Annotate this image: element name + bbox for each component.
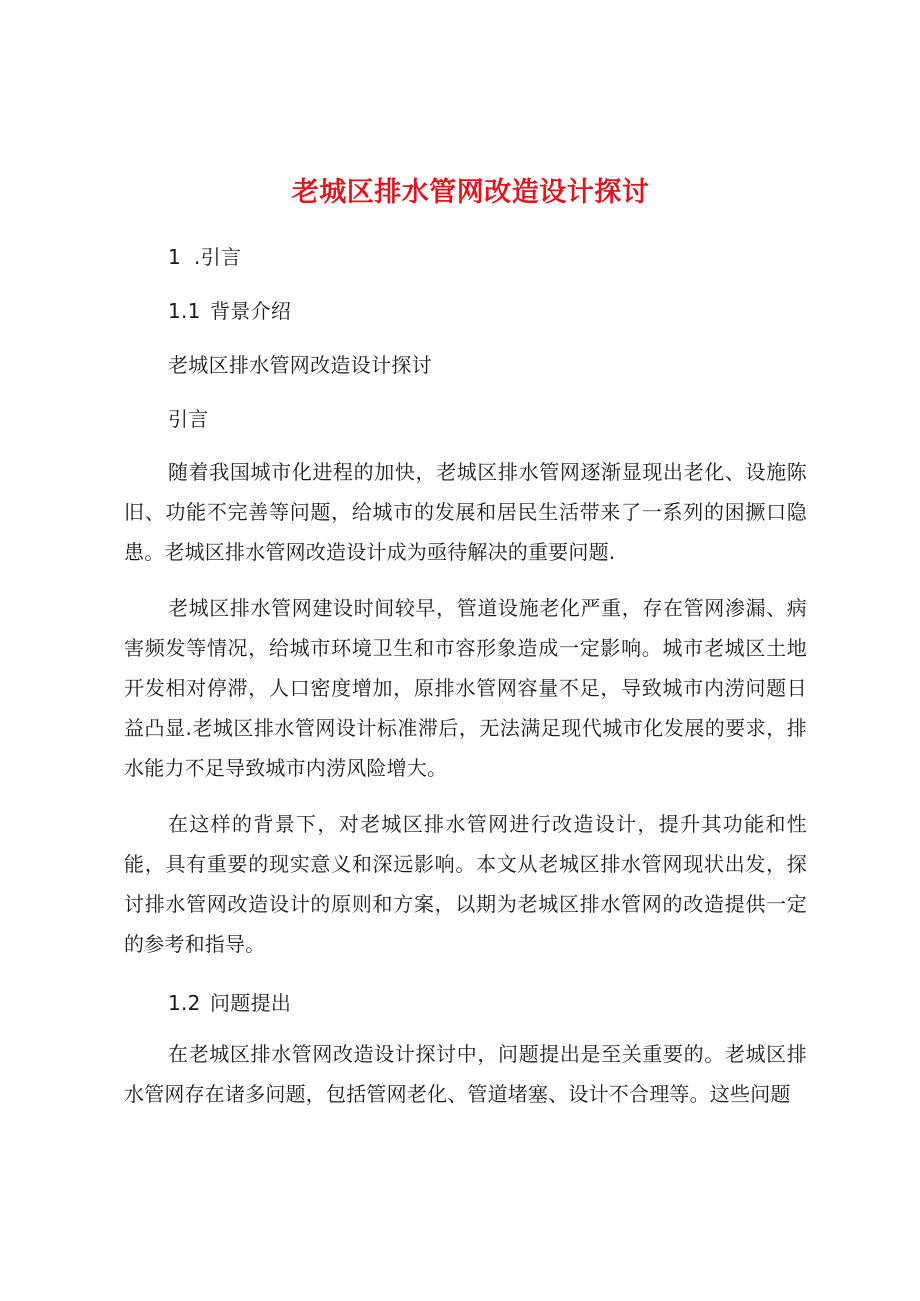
section-label: 问题提出 [210, 991, 292, 1015]
section-number: 1.1 [168, 299, 201, 323]
section-number: 1 [168, 245, 182, 269]
body-paragraph: 随着我国城市化进程的加快，老城区排水管网逐渐显现出老化、设施陈旧、功能不完善等问题，给城市的发展和居民生活带来了一系列的困撅口隐患。老城区排水管网改造设计成为亟待解决的重要问题. [124, 460, 807, 564]
section-heading-1 [124, 242, 807, 272]
section-heading-1-1 [124, 296, 807, 326]
section-number: 1.2 [168, 991, 201, 1015]
document-title: 老城区排水管网改造设计探讨 [291, 177, 650, 208]
body-paragraph: 在这样的背景下，对老城区排水管网进行改造设计，提升其功能和性能，具有重要的现实意义和深远影响。本文从老城区排水管网现状出发，探讨排水管网改造设计的原则和方案，以期为老城区排水管网的改造提供一定的参考和指导。 [124, 812, 807, 956]
body-paragraph: 老城区排水管网建设时间较早，管道设施老化严重，存在管网渗漏、病害频发等情况，给城市环境卫生和市容形象造成一定影响。城市老城区土地开发相对停滞，人口密度增加，原排水管网容量不足，导致城市内涝问题日益凸显.老城区排水管网设计标准滞后，无法满足现代城市化发展的要求，排水能力不足导致城市内涝风险增大。 [124, 596, 807, 780]
repeated-title: 老城区排水管网改造设计探讨 [168, 353, 432, 377]
section-label: .引言 [194, 245, 242, 269]
intro-heading: 引言 [168, 407, 209, 431]
section-label: 背景介绍 [210, 299, 292, 323]
section-heading-1-2 [124, 988, 807, 1018]
body-paragraph: 在老城区排水管网改造设计探讨中，问题提出是至关重要的。老城区排水管网存在诸多问题，包括管网老化、管道堵塞、设计不合理等。这些问题 [124, 1042, 807, 1106]
